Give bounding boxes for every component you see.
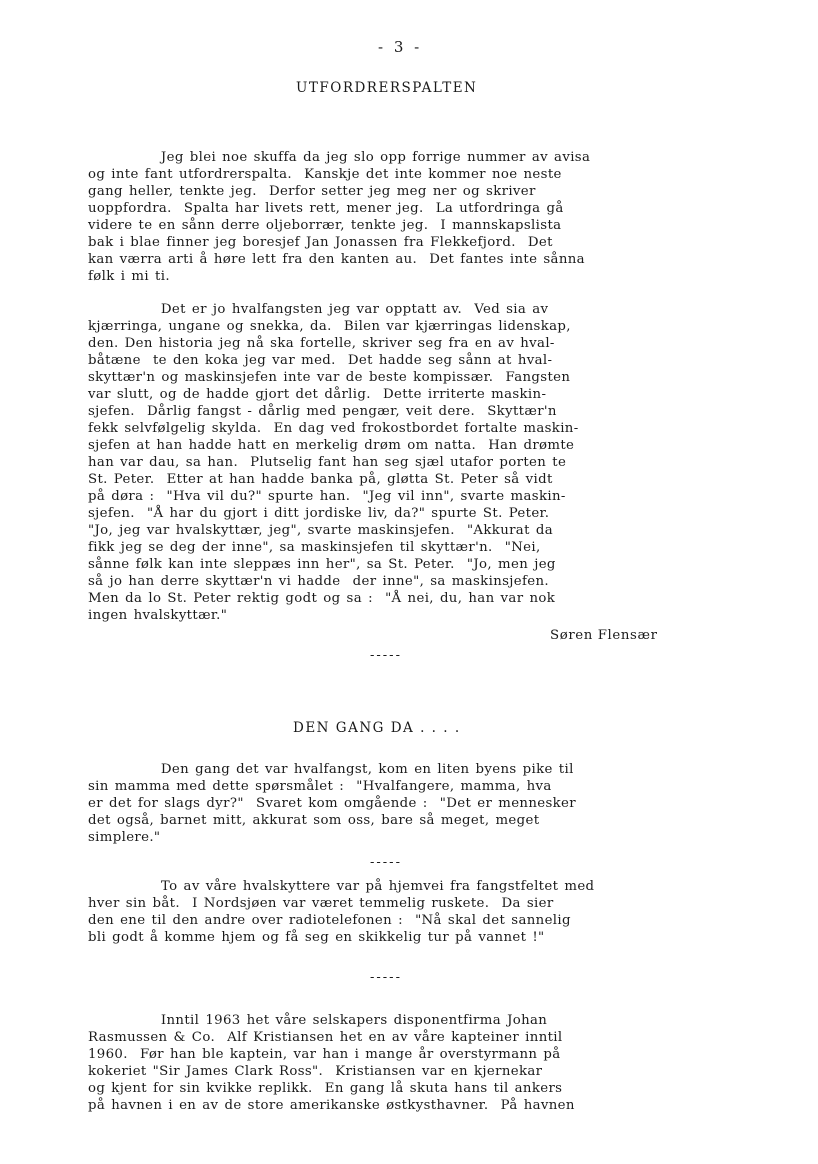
text-line: og inte fant utfordrerspalta. Kanskje det inte kommer noe neste xyxy=(88,167,562,182)
text-line: St. Peter. Etter at han hadde banka på, gløtta St. Peter så vidt xyxy=(88,472,553,487)
text-line: kjærringa, ungane og snekka, da. Bilen var kjærringas lidenskap, xyxy=(88,319,571,334)
text-line: på havnen i en av de store amerikanske østkysthavner. På havnen xyxy=(88,1098,575,1113)
text-line: sjefen at han hadde hatt en merkelig drøm om natta. Han drømte xyxy=(88,438,575,453)
text-line: følk i mi ti. xyxy=(88,269,170,284)
text-line: så jo han derre skyttær'n vi hadde der inne", sa maskinsjefen. xyxy=(88,574,549,589)
text-line: kan værra arti å høre lett fra den kanten au. Det fantes inte sånna xyxy=(88,252,585,267)
text-line: Men da lo St. Peter rektig godt og sa : "Å nei, du, han var nok xyxy=(88,591,556,606)
text-line: Inntil 1963 het våre selskapers disponentfirma Johan xyxy=(88,1013,548,1028)
text-line: båtæne te den koka jeg var med. Det hadde seg sånn at hval- xyxy=(88,353,553,368)
text-line: var slutt, og de hadde gjort det dårlig. Dette irriterte maskin- xyxy=(88,387,547,402)
text-line: To av våre hvalskyttere var på hjemvei fra fangstfeltet med xyxy=(88,879,595,894)
text-line: fekk selvfølgelig skylda. En dag ved frokostbordet fortalte maskin- xyxy=(88,421,579,436)
text-line: det også, barnet mitt, akkurat som oss, bare så meget, meget xyxy=(88,813,540,828)
text-line: sjefen. "Å har du gjort i ditt jordiske liv, da?" spurte St. Peter. xyxy=(88,506,550,521)
text-line: videre te en sånn derre oljeborrær, tenkte jeg. I mannskapslista xyxy=(88,218,562,233)
text-line: den ene til den andre over radiotelefonen : "Nå skal det sannelig xyxy=(88,913,571,928)
text-line: Rasmussen & Co. Alf Kristiansen het en av våre kapteiner inntil xyxy=(88,1030,563,1045)
text-line: er det for slags dyr?" Svaret kom omgående : "Det er mennesker xyxy=(88,796,576,811)
text-line: på døra : "Hva vil du?" spurte han. "Jeg vil inn", svarte maskin- xyxy=(88,489,566,504)
text-line: den. Den historia jeg nå ska fortelle, skriver seg fra en av hval- xyxy=(88,336,555,351)
text-line: bak i blae finner jeg boresjef Jan Jonassen fra Flekkefjord. Det xyxy=(88,235,553,250)
text-line: Jeg blei noe skuffa da jeg slo opp forrige nummer av avisa xyxy=(88,150,591,165)
text-line: fikk jeg se deg der inne", sa maskinsjefen til skyttær'n. "Nei, xyxy=(88,540,541,555)
separator: ----- xyxy=(370,855,402,870)
text-line: hver sin båt. I Nordsjøen var været temmelig ruskete. Da sier xyxy=(88,896,554,911)
text-line: uoppfordra. Spalta har livets rett, mener jeg. La utfordringa gå xyxy=(88,201,564,216)
text-line: kokeriet "Sir James Clark Ross". Kristiansen var en kjernekar xyxy=(88,1064,543,1079)
text-line: skyttær'n og maskinsjefen inte var de beste kompissær. Fangsten xyxy=(88,370,571,385)
text-line: sjefen. Dårlig fangst - dårlig med pengær, veit dere. Skyttær'n xyxy=(88,404,557,419)
section-title-utfordrerspalten: UTFORDRERSPALTEN xyxy=(296,80,478,96)
section-title-den-gang-da: DEN GANG DA . . . . xyxy=(293,720,461,736)
text-line: og kjent for sin kvikke replikk. En gang lå skuta hans til ankers xyxy=(88,1081,563,1096)
text-line: 1960. Før han ble kaptein, var han i mange år overstyrmann på xyxy=(88,1047,561,1062)
text-line: sånne følk kan inte sleppæs inn her", sa St. Peter. "Jo, men jeg xyxy=(88,557,556,572)
text-line: bli godt å komme hjem og få seg en skikkelig tur på vannet !" xyxy=(88,930,545,945)
text-line: "Jo, jeg var hvalskyttær, jeg", svarte maskinsjefen. "Akkurat da xyxy=(88,523,553,538)
text-line: simplere." xyxy=(88,830,161,845)
separator: ----- xyxy=(370,648,402,663)
page-number: - 3 - xyxy=(378,38,423,56)
text-line: han var dau, sa han. Plutselig fant han seg sjæl utafor porten te xyxy=(88,455,567,470)
text-line: Den gang det var hvalfangst, kom en liten byens pike til xyxy=(88,762,574,777)
separator: ----- xyxy=(370,970,402,985)
text-line: gang heller, tenkte jeg. Derfor setter jeg meg ner og skriver xyxy=(88,184,536,199)
text-line: Det er jo hvalfangsten jeg var opptatt av. Ved sia av xyxy=(88,302,549,317)
text-line: ingen hvalskyttær." xyxy=(88,608,228,623)
signature: Søren Flensær xyxy=(550,628,658,643)
text-line: sin mamma med dette spørsmålet : "Hvalfangere, mamma, hva xyxy=(88,779,552,794)
